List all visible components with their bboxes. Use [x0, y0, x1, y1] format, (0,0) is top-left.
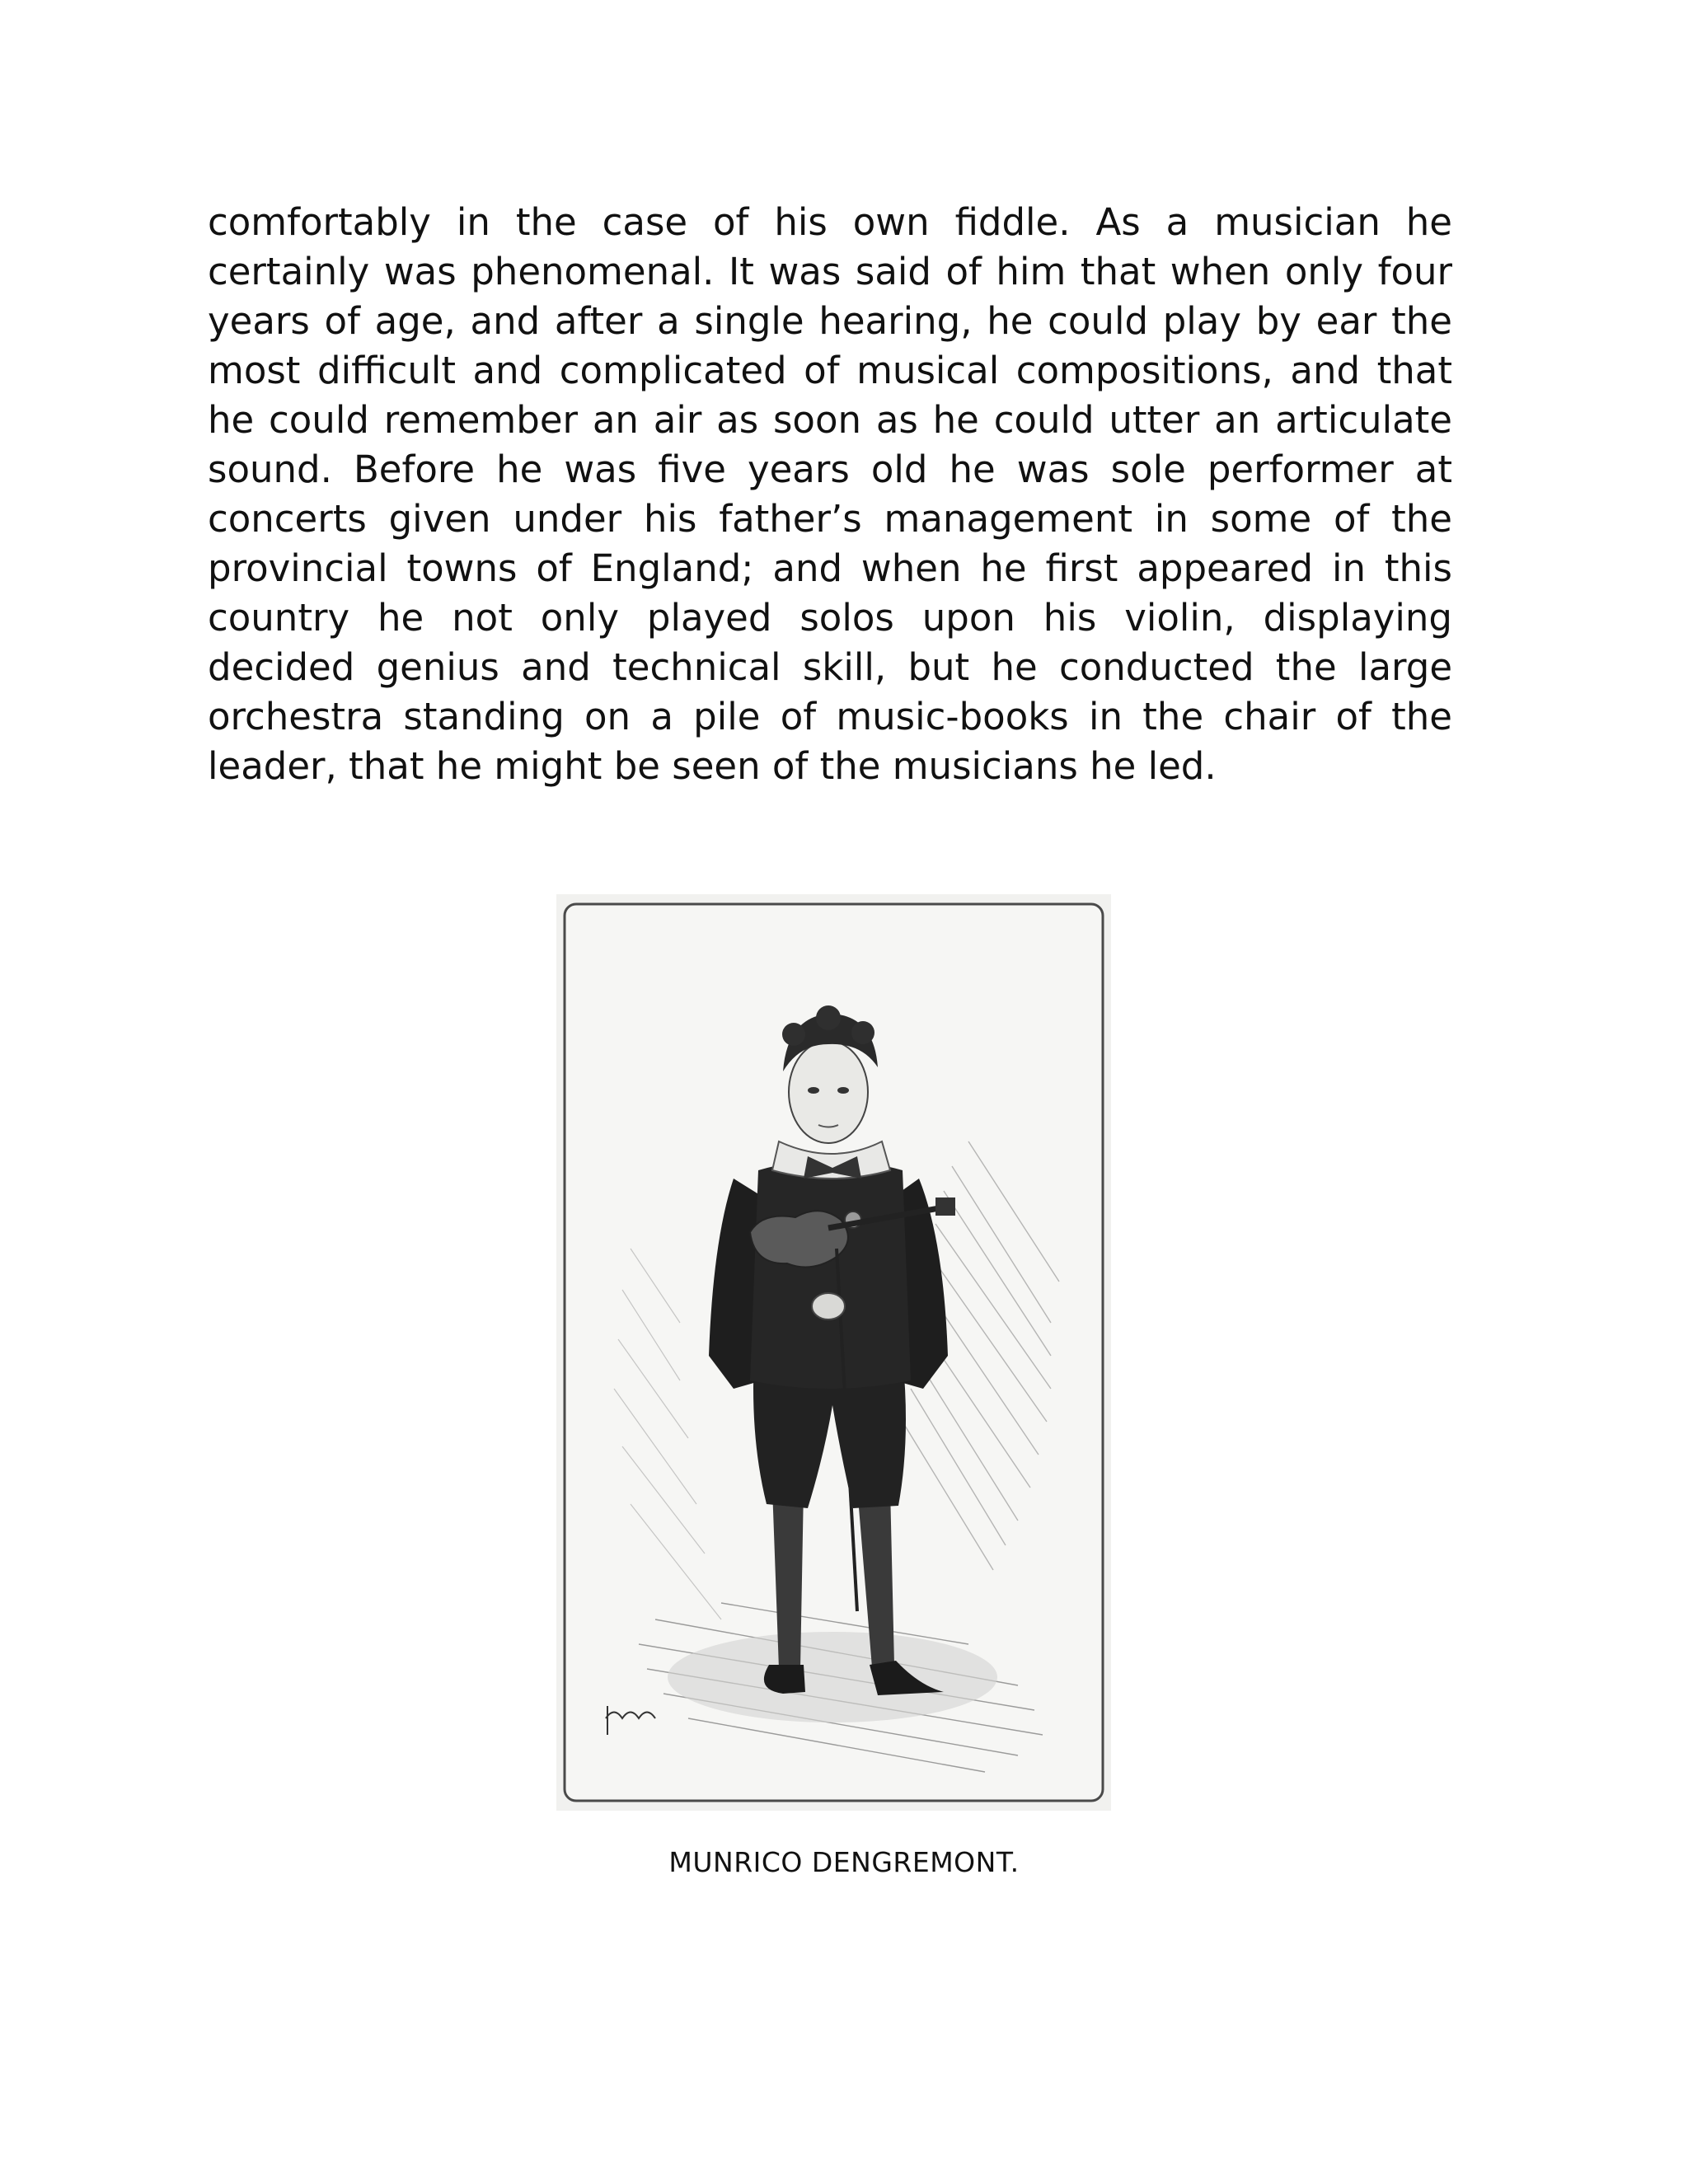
boy-with-violin-engraving [556, 894, 1111, 1811]
body-paragraph: comfortably in the case of his own fiddle. As a musician he certainly was phenomenal. It was said of him that when only four years of age, and after a single hearing, he could play by ear the most difficult and complicated of musical compositions, and that he could remember an air as soon as he could utter an articulate sound. Before he was five years old he was sole performer at concerts given under his father’s management in some of the provincial towns of England; and when he first appeared in this country he not only played solos upon his violin, displaying decided genius and technical skill, but he conducted the large orchestra standing on a pile of music-books in the chair of the leader, that he might be seen of the musicians he led. [208, 200, 1452, 788]
engraving-illustration [556, 894, 1111, 1811]
figure-caption: MUNRICO DENGREMONT. [668, 1846, 1020, 1878]
